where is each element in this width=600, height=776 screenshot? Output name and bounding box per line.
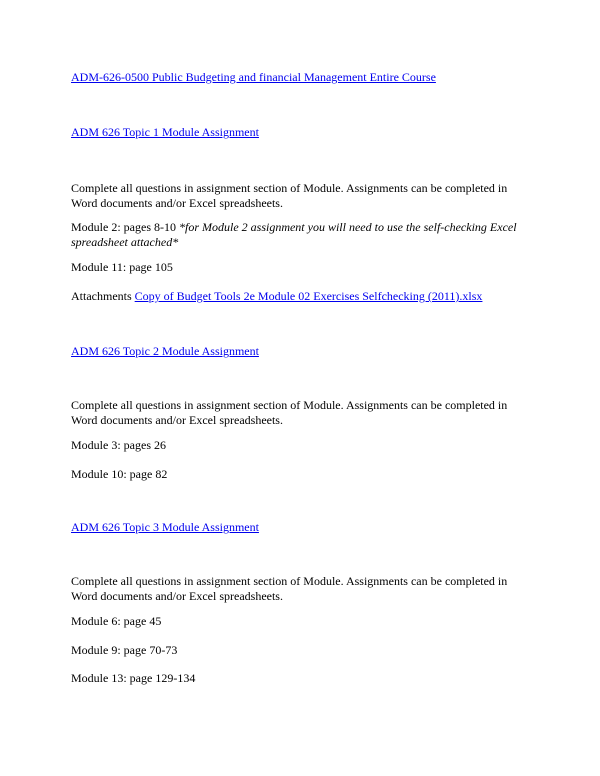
topic2-heading-link[interactable]: ADM 626 Topic 2 Module Assignment (71, 344, 259, 358)
topic1-module11: Module 11: page 105 (71, 260, 173, 274)
topic2-module10: Module 10: page 82 (71, 467, 168, 481)
topic3-module13: Module 13: page 129-134 (71, 671, 196, 685)
topic3-module6: Module 6: page 45 (71, 614, 162, 628)
topic3-module9: Module 9: page 70-73 (71, 643, 178, 657)
topic1-module2 (71, 220, 533, 250)
topic3-heading-link[interactable]: ADM 626 Topic 3 Module Assignment (71, 520, 259, 534)
topic1-attachments (71, 289, 533, 304)
course-title-link[interactable]: ADM-626-0500 Public Budgeting and financial Management Entire Course (71, 70, 436, 84)
topic1-heading-link[interactable]: ADM 626 Topic 1 Module Assignment (71, 125, 259, 139)
topic2-intro: Complete all questions in assignment section of Module. Assignments can be completed in Word documents and/or Excel spreadsheets. (71, 398, 508, 427)
module2-note: *for Module 2 assignment you will need to use the self-checking Excel spreadsheet attached* (71, 220, 517, 249)
module2-prefix: Module 2: pages 8-10 (71, 220, 179, 234)
topic2-module3: Module 3: pages 26 (71, 438, 166, 452)
attachments-label: Attachments (71, 289, 135, 303)
attachment-file-link[interactable]: Copy of Budget Tools 2e Module 02 Exercises Selfchecking (2011).xlsx (134, 289, 483, 303)
topic1-intro: Complete all questions in assignment section of Module. Assignments can be completed in Word documents and/or Excel spreadsheets. (71, 181, 508, 210)
topic3-intro: Complete all questions in assignment section of Module. Assignments can be completed in Word documents and/or Excel spreadsheets. (71, 574, 508, 603)
